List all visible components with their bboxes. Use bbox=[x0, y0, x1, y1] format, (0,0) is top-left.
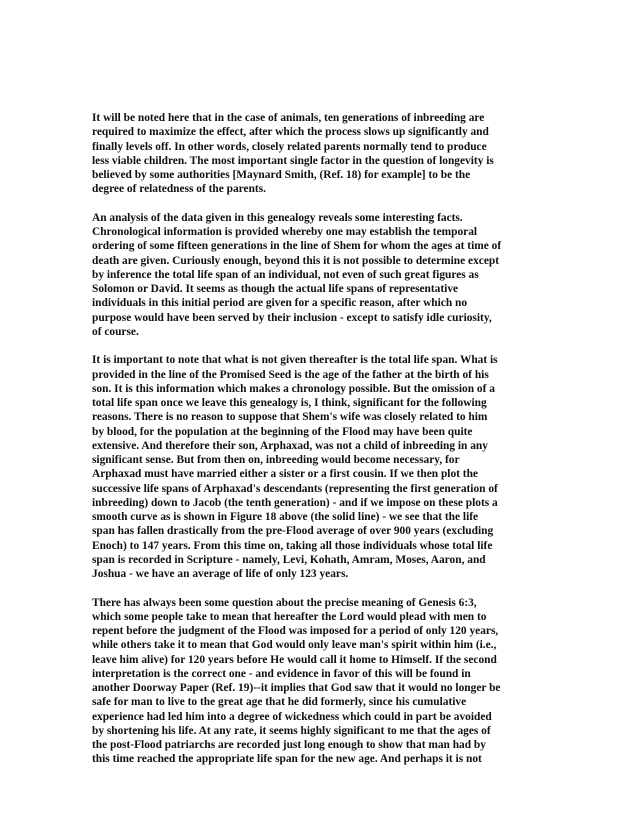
text-line: provided in the line of the Promised Seed is the age of the father at the birth of his bbox=[92, 368, 489, 381]
text-line: less viable children. The most important single factor in the question of longevity is bbox=[92, 154, 494, 167]
text-line: while others take it to mean that God would only leave man's spirit within him (i.e., bbox=[92, 639, 497, 652]
text-line: required to maximize the effect, after which the process slows up significantly and bbox=[92, 126, 489, 139]
text-line: finally levels off. In other words, closely related parents normally tend to produce bbox=[92, 140, 487, 153]
text-line: Enoch) to 147 years. From this time on, taking all those individuals whose total life bbox=[92, 539, 493, 552]
text-line: which some people take to mean that hereafter the Lord would plead with men to bbox=[92, 610, 487, 623]
paragraph-genesis-6-3 bbox=[92, 596, 550, 767]
text-line: It will be noted here that in the case of animals, ten generations of inbreeding are bbox=[92, 112, 485, 124]
text-line: the post-Flood patriarchs are recorded just long enough to show that man had by bbox=[92, 739, 486, 751]
text-line: There has always been some question about the precise meaning of Genesis 6:3, bbox=[92, 596, 477, 609]
text-line: son. It is this information which makes a chronology possible. But the omission of a bbox=[92, 382, 495, 395]
text-line: by shortening his life. At any rate, it seems highly significant to me that the ages of bbox=[92, 724, 491, 737]
text-line: experience had led him into a degree of wickedness which could in part be avoided bbox=[92, 710, 492, 723]
text-line: An analysis of the data given in this genealogy reveals some interesting facts. bbox=[92, 211, 463, 224]
text-line: by inference the total life span of an individual, not even of such great figures as bbox=[92, 268, 479, 281]
paragraph-total-life-span bbox=[92, 353, 550, 581]
text-line: span has fallen drastically from the pre-Flood average of over 900 years (excluding bbox=[92, 525, 494, 538]
text-line: interpretation is the correct one - and evidence in favor of this will be found in bbox=[92, 667, 471, 680]
paragraph-inbreeding-generations bbox=[92, 111, 550, 197]
text-line: reasons. There is no reason to suppose that Shem's wife was closely related to him bbox=[92, 411, 488, 424]
text-line: successive life spans of Arphaxad's descendants (representing the first generation of bbox=[92, 482, 498, 495]
text-line: total life span once we leave this genealogy is, I think, significant for the following bbox=[92, 397, 487, 409]
text-line: degree of relatedness of the parents. bbox=[92, 183, 266, 196]
text-line: death are given. Curiously enough, beyond this it is not possible to determine except bbox=[92, 254, 500, 267]
text-line: Chronological information is provided whereby one may establish the temporal bbox=[92, 226, 478, 238]
text-line: believed by some authorities [Maynard Smith, (Ref. 18) for example] to be the bbox=[92, 169, 471, 181]
text-line: purpose would have been served by their inclusion - except to satisfy idle curiosity, bbox=[92, 311, 492, 324]
text-line: another Doorway Paper (Ref. 19)--it implies that God saw that it would no longer be bbox=[92, 682, 501, 694]
text-line: by blood, for the population at the beginning of the Flood may have been quite bbox=[92, 425, 473, 438]
text-line: It is important to note that what is not given thereafter is the total life span. What is bbox=[92, 354, 498, 367]
text-line: safe for man to live to the great age that he did formerly, since his cumulative bbox=[92, 696, 467, 709]
text-line: span is recorded in Scripture - namely, Levi, Kohath, Amram, Moses, Aaron, and bbox=[92, 553, 486, 566]
paragraph-genealogy-analysis bbox=[92, 211, 550, 339]
text-line: leave him alive) for 120 years before He would call it home to Himself. If the second bbox=[92, 653, 497, 666]
document-page bbox=[92, 111, 550, 781]
text-line: smooth curve as is shown in Figure 18 above (the solid line) - we see that the life bbox=[92, 511, 479, 523]
text-line: individuals in this initial period are given for a specific reason, after which no bbox=[92, 297, 468, 310]
text-line: inbreeding) down to Jacob (the tenth generation) - and if we impose on these plots a bbox=[92, 496, 498, 509]
text-line: of course. bbox=[92, 325, 139, 338]
text-line: significant sense. But from then on, inbreeding would become necessary, for bbox=[92, 454, 460, 466]
text-line: Joshua - we have an average of life of only 123 years. bbox=[92, 568, 349, 580]
text-line: Solomon or David. It seems as though the actual life spans of representative bbox=[92, 283, 459, 295]
text-line: Arphaxad must have married either a sister or a first cousin. If we then plot the bbox=[92, 468, 478, 481]
text-line: ordering of some fifteen generations in the line of Shem for whom the ages at time of bbox=[92, 240, 502, 253]
text-line: repent before the judgment of the Flood was imposed for a period of only 120 years, bbox=[92, 625, 499, 637]
text-line: extensive. And therefore their son, Arphaxad, was not a child of inbreeding in any bbox=[92, 439, 488, 452]
text-line: this time reached the appropriate life span for the new age. And perhaps it is not bbox=[92, 753, 482, 766]
